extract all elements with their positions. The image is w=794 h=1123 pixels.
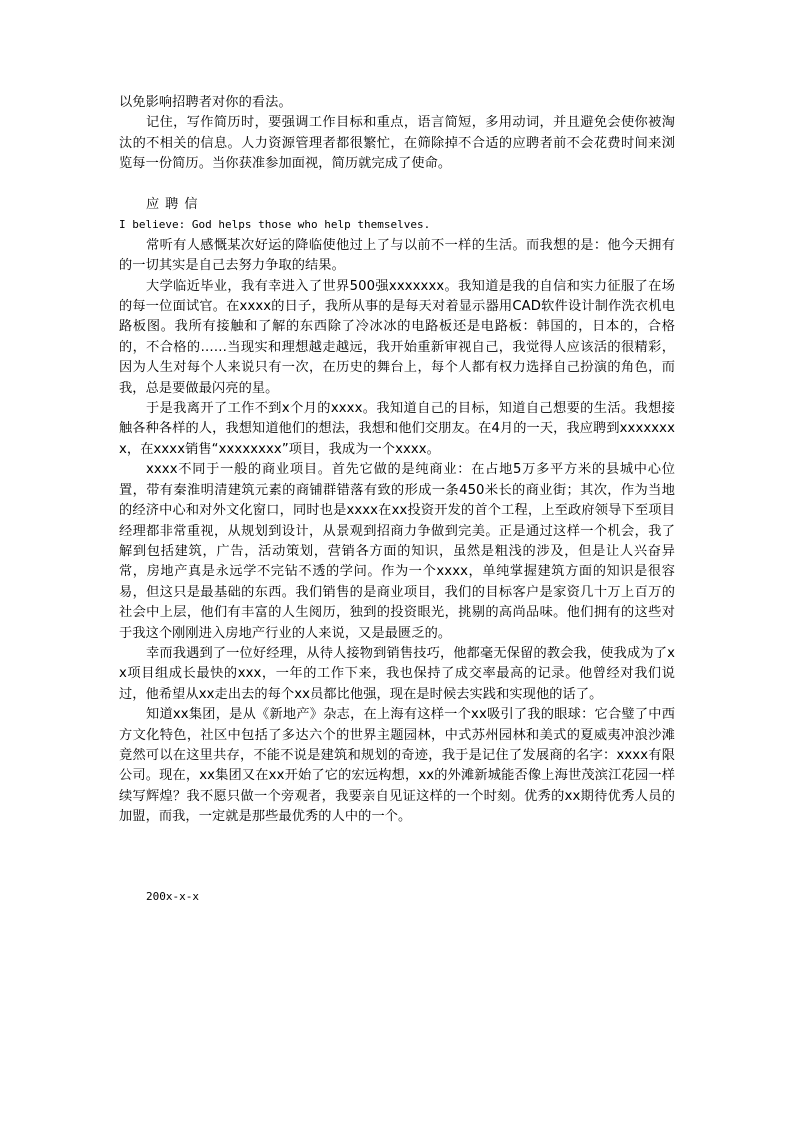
letter-paragraph: 大学临近毕业，我有幸进入了世界500强xxxxxxx。我知道是我的自信和实力征服了在场的每一位面试官。在xxxx的日子，我所从事的是每天对着显示器用CAD软件设计制作洗衣机电路板图。我所有接触和了解的东西除了冷冰冰的电路板还是电路板：韩国的，日本的，合格的，不合格的……当现实和理想越走越远，我开始重新审视自己，我觉得人应该活的很精彩，因为人生对每个人来说只有一次，在历史的舞台上，每个人都有权力选择自己扮演的角色，而我，总是要做最闪亮的星。 [119,278,675,396]
intro-paragraph-continuation: 以免影响招聘者对你的看法。 [119,95,292,110]
letter-date: 200x-x-x [146,890,199,903]
letter-paragraph: 常听有人感慨某次好运的降临使他过上了与以前不一样的生活。而我想的是：他今天拥有的一切其实是自己去努力争取的结果。 [119,237,675,274]
intro-paragraph-resume-tips: 记住，写作简历时，要强调工作目标和重点，语言简短，多用动词，并且避免会使你被淘汰的不相关的信息。人力资源管理者都很繁忙，在筛除掉不合适的应聘者前不会花费时间来浏览每一份简历。当你获准参加面视，简历就完成了使命。 [119,115,675,172]
letter-paragraph: 幸而我遇到了一位好经理，从待人接物到销售技巧，他都毫无保留的教会我，使我成为了xx项目组成长最快的xxx，一年的工作下来，我也保持了成交率最高的记录。他曾经对我们说过，他希望从xx走出去的每个xx员都比他强，现在是时候去实践和实现他的话了。 [119,645,675,702]
letter-paragraph: xxxx不同于一般的商业项目。首先它做的是纯商业：在占地5万多平方米的县城中心位置，带有秦淮明清建筑元素的商铺群错落有致的形成一条450米长的商业街；其次，作为当地的经济中心和对外文化窗口，同时也是xxxx在xx投资开发的首个工程，上至政府领导下至项目经理都非常重视，从规划到设计，从景观到招商力争做到完美。正是通过这样一个机会，我了解到包括建筑，广告，活动策划，营销各方面的知识，虽然是粗浅的涉及，但是让人兴奋异常，房地产真是永远学不完钻不透的学问。作为一个xxxx，单纯掌握建筑方面的知识是很容易，但这只是最基础的东西。我们销售的是商业项目，我们的目标客户是家资几十万上百万的社会中上层，他们有丰富的人生阅历，独到的投资眼光，挑剔的高尚品味。他们拥有的这些对于我这个刚刚进入房地产行业的人来说，又是最匮乏的。 [119,462,675,641]
letter-motto: I believe: God helps those who help themselves. [119,218,431,232]
section-spacer [119,175,675,195]
letter-title: 应聘信 [146,197,204,213]
letter-paragraph: 于是我离开了工作不到x个月的xxxx。我知道自己的目标，知道自己想要的生活。我想接触各种各样的人，我想知道他们的想法，我想和他们交朋友。在4月的一天，我应聘到xxxxxxxx，在xxxx销售“xxxxxxxx”项目，我成为一个xxxx。 [119,401,675,457]
document-body [119,93,675,828]
letter-paragraph: 知道xx集团，是从《新地产》杂志，在上海有这样一个xx吸引了我的眼球：它合璧了中西方文化特色，社区中包括了多达六个的世界主题园林，中式苏州园林和美式的夏威夷冲浪沙滩竟然可以在这里共存，不能不说是建筑和规划的奇迹，我于是记住了发展商的名字：xxxx有限公司。现在，xx集团又在xx开始了它的宏远构想，xx的外滩新城能否像上海世茂滨江花园一样续写辉煌？我不愿只做一个旁观者，我要亲自见证这样的一个时刻。优秀的xx期待优秀人员的加盟，而我，一定就是那些最优秀的人中的一个。 [119,707,675,825]
